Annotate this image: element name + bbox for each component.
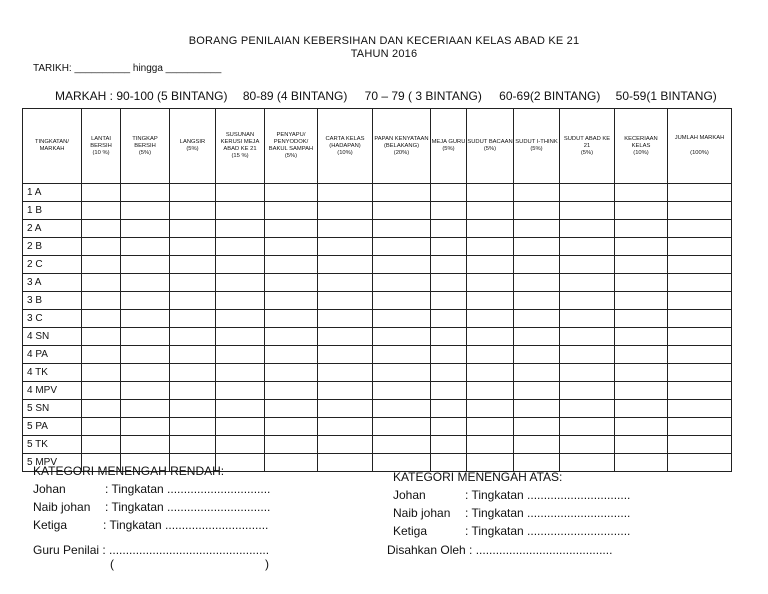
score-cell[interactable]: [265, 310, 318, 328]
score-cell[interactable]: [170, 328, 216, 346]
class-label: 5 SN: [23, 400, 82, 418]
column-header: [514, 109, 560, 184]
score-cell[interactable]: [373, 418, 431, 436]
score-cell[interactable]: [615, 238, 668, 256]
rating-scale: [55, 89, 717, 103]
table-row: [23, 382, 732, 400]
category-lower-heading: KATEGORI MENENGAH RENDAH:: [33, 464, 225, 478]
score-cell[interactable]: [431, 382, 467, 400]
score-cell[interactable]: [82, 274, 121, 292]
score-cell[interactable]: [615, 436, 668, 454]
score-cell[interactable]: [170, 256, 216, 274]
score-cell[interactable]: [216, 310, 265, 328]
score-cell[interactable]: [560, 328, 615, 346]
class-label: 2 B: [23, 238, 82, 256]
score-cell[interactable]: [615, 328, 668, 346]
score-cell[interactable]: [216, 418, 265, 436]
score-cell[interactable]: [170, 418, 216, 436]
score-cell[interactable]: [431, 238, 467, 256]
column-header-label: JUMLAH MARKAH: [674, 135, 725, 141]
score-cell[interactable]: [121, 238, 170, 256]
score-cell[interactable]: [668, 292, 732, 310]
score-cell[interactable]: [318, 328, 373, 346]
column-header: [615, 109, 668, 184]
score-cell[interactable]: [373, 346, 431, 364]
score-cell[interactable]: [467, 202, 514, 220]
score-cell[interactable]: [668, 184, 732, 202]
score-cell[interactable]: [318, 454, 373, 472]
score-cell[interactable]: [265, 184, 318, 202]
form-year: TAHUN 2016: [350, 48, 418, 60]
score-cell[interactable]: [431, 310, 467, 328]
column-header-label: KECERIAAN KELAS: [624, 135, 658, 149]
score-cell[interactable]: [514, 346, 560, 364]
score-cell[interactable]: [170, 184, 216, 202]
class-label: 3 A: [23, 274, 82, 292]
score-cell[interactable]: [668, 400, 732, 418]
score-cell[interactable]: [514, 274, 560, 292]
score-cell[interactable]: [514, 328, 560, 346]
class-label: 1 A: [23, 184, 82, 202]
score-cell[interactable]: [121, 220, 170, 238]
score-cell[interactable]: [615, 364, 668, 382]
score-cell[interactable]: [82, 328, 121, 346]
score-cell[interactable]: [431, 346, 467, 364]
score-cell[interactable]: [170, 274, 216, 292]
column-header-weight: (5%): [442, 146, 455, 152]
score-cell[interactable]: [560, 238, 615, 256]
column-header: [431, 109, 467, 184]
score-cell[interactable]: [121, 292, 170, 310]
score-cell[interactable]: [318, 400, 373, 418]
category-upper-heading: KATEGORI MENENGAH ATAS:: [393, 470, 563, 484]
score-cell[interactable]: [467, 418, 514, 436]
score-cell[interactable]: [216, 202, 265, 220]
score-cell[interactable]: [82, 238, 121, 256]
class-label: 4 SN: [23, 328, 82, 346]
score-cell[interactable]: [318, 220, 373, 238]
table-row: [23, 220, 732, 238]
column-header: [170, 109, 216, 184]
column-header-label: SUDUT I-THINK: [515, 139, 558, 145]
column-header-label: SUDUT ABAD KE 21: [563, 135, 611, 149]
score-cell[interactable]: [170, 292, 216, 310]
score-cell[interactable]: [615, 382, 668, 400]
score-cell[interactable]: [216, 220, 265, 238]
column-header-weight: (5%): [138, 149, 152, 156]
score-cell[interactable]: [121, 310, 170, 328]
score-cell[interactable]: [467, 382, 514, 400]
column-header-weight: (10 %): [92, 149, 110, 156]
score-cell[interactable]: [82, 292, 121, 310]
column-header-weight: (10%): [633, 149, 649, 156]
score-cell[interactable]: [373, 184, 431, 202]
score-cell[interactable]: [514, 202, 560, 220]
class-label: 5 TK: [23, 436, 82, 454]
score-cell[interactable]: [467, 436, 514, 454]
score-cell[interactable]: [170, 238, 216, 256]
score-cell[interactable]: [216, 328, 265, 346]
column-header-label: SUDUT BACAAN: [467, 139, 513, 145]
score-cell[interactable]: [318, 256, 373, 274]
table-row: [23, 436, 732, 454]
score-cell[interactable]: [560, 274, 615, 292]
score-cell[interactable]: [514, 382, 560, 400]
score-cell[interactable]: [265, 364, 318, 382]
upper-second-place: Naib johan : Tingkatan ...............................: [393, 506, 631, 520]
score-cell[interactable]: [514, 256, 560, 274]
score-cell[interactable]: [121, 274, 170, 292]
form-title: BORANG PENILAIAN KEBERSIHAN DAN KECERIAAN KELAS ABAD KE 21: [188, 35, 580, 47]
score-cell[interactable]: [170, 382, 216, 400]
score-cell[interactable]: [514, 310, 560, 328]
score-cell[interactable]: [318, 238, 373, 256]
score-cell[interactable]: [560, 310, 615, 328]
score-cell[interactable]: [82, 382, 121, 400]
score-cell[interactable]: [170, 364, 216, 382]
upper-first-place: Johan : Tingkatan ...............................: [393, 488, 631, 502]
score-cell[interactable]: [265, 292, 318, 310]
score-cell[interactable]: [615, 256, 668, 274]
score-cell[interactable]: [514, 364, 560, 382]
score-cell[interactable]: [431, 220, 467, 238]
score-cell[interactable]: [216, 400, 265, 418]
class-label: 2 C: [23, 256, 82, 274]
lower-second-place: Naib johan : Tingkatan ...............................: [33, 500, 271, 514]
rating-3-star: 70 – 79 ( 3 BINTANG): [364, 89, 482, 103]
table-row: [23, 292, 732, 310]
score-cell[interactable]: [170, 310, 216, 328]
score-cell[interactable]: [318, 184, 373, 202]
score-cell[interactable]: [615, 202, 668, 220]
score-cell[interactable]: [431, 328, 467, 346]
column-header: [668, 109, 732, 184]
score-cell[interactable]: [82, 436, 121, 454]
score-cell[interactable]: [514, 184, 560, 202]
column-header-label: LANTAI BERSIH: [90, 135, 112, 149]
score-cell[interactable]: [467, 346, 514, 364]
score-cell[interactable]: [431, 436, 467, 454]
score-cell[interactable]: [467, 310, 514, 328]
score-cell[interactable]: [265, 274, 318, 292]
score-cell[interactable]: [668, 436, 732, 454]
table-row: [23, 238, 732, 256]
approval-signature: Disahkan Oleh : .........................................: [387, 543, 613, 557]
column-header: [265, 109, 318, 184]
table-row: [23, 274, 732, 292]
column-header-label: LANGSIR: [179, 139, 206, 145]
score-cell[interactable]: [373, 292, 431, 310]
lower-first-place: Johan : Tingkatan ...............................: [33, 482, 271, 496]
score-cell[interactable]: [82, 256, 121, 274]
class-label: 2 A: [23, 220, 82, 238]
score-cell[interactable]: [467, 256, 514, 274]
score-cell[interactable]: [431, 418, 467, 436]
score-cell[interactable]: [121, 418, 170, 436]
score-cell[interactable]: [560, 364, 615, 382]
score-cell[interactable]: [318, 202, 373, 220]
score-cell[interactable]: [265, 220, 318, 238]
class-label: 4 MPV: [23, 382, 82, 400]
column-header: [216, 109, 265, 184]
column-header-weight: (20%): [393, 149, 410, 156]
score-cell[interactable]: [615, 346, 668, 364]
score-cell[interactable]: [82, 310, 121, 328]
score-cell[interactable]: [467, 220, 514, 238]
score-cell[interactable]: [514, 238, 560, 256]
score-cell[interactable]: [82, 202, 121, 220]
score-cell[interactable]: [216, 436, 265, 454]
score-cell[interactable]: [318, 310, 373, 328]
score-cell[interactable]: [373, 436, 431, 454]
score-cell[interactable]: [82, 220, 121, 238]
column-header-weight: (5%): [580, 149, 594, 156]
score-cell[interactable]: [668, 382, 732, 400]
score-cell[interactable]: [668, 238, 732, 256]
table-row: [23, 328, 732, 346]
score-cell[interactable]: [615, 292, 668, 310]
score-cell[interactable]: [265, 328, 318, 346]
assessor-signature: Guru Penilai : ................................................: [33, 543, 270, 557]
score-cell[interactable]: [615, 400, 668, 418]
column-header-weight: (5%): [284, 153, 298, 159]
class-label: 3 C: [23, 310, 82, 328]
score-cell[interactable]: [467, 328, 514, 346]
score-cell[interactable]: [615, 274, 668, 292]
score-cell[interactable]: [467, 238, 514, 256]
score-cell[interactable]: [668, 274, 732, 292]
score-cell[interactable]: [514, 418, 560, 436]
score-cell[interactable]: [467, 292, 514, 310]
score-cell[interactable]: [431, 202, 467, 220]
score-cell[interactable]: [560, 400, 615, 418]
score-cell[interactable]: [615, 310, 668, 328]
class-label: 4 PA: [23, 346, 82, 364]
column-header-weight: (5%): [483, 146, 497, 152]
assessor-paren-close: ): [265, 557, 269, 571]
score-cell[interactable]: [514, 292, 560, 310]
table-row: [23, 202, 732, 220]
class-label: 5 MPV: [23, 454, 82, 472]
score-cell[interactable]: [216, 238, 265, 256]
score-cell[interactable]: [373, 202, 431, 220]
column-header: [560, 109, 615, 184]
column-header: [121, 109, 170, 184]
score-cell[interactable]: [216, 382, 265, 400]
column-header-label: PENYAPU/ PENYODOK/ BAKUL SAMPAH: [268, 132, 314, 152]
score-cell[interactable]: [216, 292, 265, 310]
score-cell[interactable]: [373, 400, 431, 418]
score-cell[interactable]: [82, 418, 121, 436]
score-cell[interactable]: [668, 202, 732, 220]
column-header-weight: (5%): [186, 146, 199, 152]
score-cell[interactable]: [265, 382, 318, 400]
score-cell[interactable]: [668, 346, 732, 364]
table-row: [23, 418, 732, 436]
score-cell[interactable]: [615, 418, 668, 436]
score-cell[interactable]: [373, 364, 431, 382]
score-cell[interactable]: [668, 364, 732, 382]
score-cell[interactable]: [82, 400, 121, 418]
score-cell[interactable]: [216, 256, 265, 274]
upper-third-place: Ketiga : Tingkatan ...............................: [393, 524, 631, 538]
assessor-paren-open: (: [110, 557, 114, 571]
score-cell[interactable]: [467, 400, 514, 418]
score-cell[interactable]: [170, 436, 216, 454]
score-cell[interactable]: [431, 274, 467, 292]
score-cell[interactable]: [514, 436, 560, 454]
table-row: [23, 400, 732, 418]
score-cell[interactable]: [265, 400, 318, 418]
score-cell[interactable]: [170, 202, 216, 220]
class-label: 3 B: [23, 292, 82, 310]
score-cell[interactable]: [318, 436, 373, 454]
score-cell[interactable]: [560, 346, 615, 364]
column-header: [467, 109, 514, 184]
score-cell[interactable]: [318, 274, 373, 292]
score-cell[interactable]: [373, 382, 431, 400]
score-cell[interactable]: [121, 202, 170, 220]
score-cell[interactable]: [431, 364, 467, 382]
class-label: 5 PA: [23, 418, 82, 436]
class-label: 1 B: [23, 202, 82, 220]
column-header: [23, 109, 82, 184]
score-cell[interactable]: [668, 220, 732, 238]
column-header-label: TINGKAP BERSIH: [132, 135, 158, 149]
score-cell[interactable]: [121, 328, 170, 346]
score-cell[interactable]: [265, 454, 318, 472]
column-header: [318, 109, 373, 184]
score-cell[interactable]: [431, 400, 467, 418]
score-cell[interactable]: [431, 184, 467, 202]
score-cell[interactable]: [121, 400, 170, 418]
score-cell[interactable]: [514, 220, 560, 238]
score-cell[interactable]: [560, 202, 615, 220]
column-header: [373, 109, 431, 184]
score-cell[interactable]: [82, 364, 121, 382]
score-cell[interactable]: [560, 292, 615, 310]
score-cell[interactable]: [216, 346, 265, 364]
rating-4-star: 80-89 (4 BINTANG): [242, 89, 348, 103]
score-cell[interactable]: [668, 418, 732, 436]
table-row: [23, 364, 732, 382]
score-cell[interactable]: [560, 256, 615, 274]
score-cell[interactable]: [82, 346, 121, 364]
score-cell[interactable]: [668, 328, 732, 346]
column-header-label: CARTA KELAS (HADAPAN): [325, 135, 365, 149]
score-cell[interactable]: [265, 418, 318, 436]
score-cell[interactable]: [514, 400, 560, 418]
score-cell[interactable]: [668, 256, 732, 274]
rating-2-star: 60-69(2 BINTANG): [499, 89, 601, 103]
column-header-weight: (100%): [690, 150, 709, 156]
column-header-weight: (5%): [530, 146, 543, 152]
category-upper: [393, 468, 630, 540]
column-header-weight: (10%): [337, 149, 353, 156]
score-cell[interactable]: [121, 184, 170, 202]
score-cell[interactable]: [121, 364, 170, 382]
score-cell[interactable]: [373, 256, 431, 274]
score-cell[interactable]: [318, 364, 373, 382]
score-cell[interactable]: [170, 346, 216, 364]
score-cell[interactable]: [668, 310, 732, 328]
score-cell[interactable]: [121, 436, 170, 454]
column-header: [82, 109, 121, 184]
score-cell[interactable]: [467, 364, 514, 382]
column-header-weight: (15 %): [231, 153, 249, 159]
table-row: [23, 184, 732, 202]
score-cell[interactable]: [560, 220, 615, 238]
score-cell[interactable]: [121, 346, 170, 364]
table-body: [23, 184, 732, 472]
score-cell[interactable]: [265, 436, 318, 454]
score-cell[interactable]: [560, 418, 615, 436]
score-cell[interactable]: [318, 346, 373, 364]
score-cell[interactable]: [373, 274, 431, 292]
score-cell[interactable]: [560, 436, 615, 454]
assessment-table: [22, 108, 732, 472]
score-cell[interactable]: [265, 238, 318, 256]
lower-third-place: Ketiga : Tingkatan ...............................: [33, 518, 269, 532]
score-cell[interactable]: [560, 382, 615, 400]
score-cell[interactable]: [668, 454, 732, 472]
column-header-label: SUSUNAN KERUSI MEJA ABAD KE 21: [220, 132, 260, 152]
score-cell[interactable]: [615, 220, 668, 238]
score-cell[interactable]: [265, 346, 318, 364]
column-header-label: PAPAN KENYATAAN (BELAKANG): [374, 135, 429, 149]
table-row: [23, 310, 732, 328]
score-cell[interactable]: [216, 274, 265, 292]
score-cell[interactable]: [373, 310, 431, 328]
score-cell[interactable]: [467, 184, 514, 202]
table-row: [23, 256, 732, 274]
table-row: [23, 346, 732, 364]
score-cell[interactable]: [216, 364, 265, 382]
score-cell[interactable]: [318, 418, 373, 436]
table-header-row: [23, 109, 732, 184]
score-cell[interactable]: [82, 184, 121, 202]
score-cell[interactable]: [373, 328, 431, 346]
score-cell[interactable]: [467, 274, 514, 292]
score-cell[interactable]: [170, 400, 216, 418]
score-cell[interactable]: [431, 256, 467, 274]
score-cell[interactable]: [373, 220, 431, 238]
column-header-label: TINGKATAN/ MARKAH: [35, 139, 69, 152]
score-cell[interactable]: [318, 382, 373, 400]
score-cell[interactable]: [373, 238, 431, 256]
score-cell[interactable]: [265, 256, 318, 274]
score-cell[interactable]: [615, 184, 668, 202]
score-cell[interactable]: [121, 382, 170, 400]
score-cell[interactable]: [265, 202, 318, 220]
category-lower: [33, 462, 270, 534]
score-cell[interactable]: [560, 184, 615, 202]
class-label: 4 TK: [23, 364, 82, 382]
rating-1-star: 50-59(1 BINTANG): [615, 89, 717, 103]
score-cell[interactable]: [121, 256, 170, 274]
score-cell[interactable]: [318, 292, 373, 310]
score-cell[interactable]: [216, 184, 265, 202]
column-header-label: MEJA GURU: [431, 139, 466, 145]
date-field: TARIKH: __________ hingga __________: [33, 63, 222, 74]
score-cell[interactable]: [431, 292, 467, 310]
rating-5-star: MARKAH : 90-100 (5 BINTANG): [55, 89, 228, 103]
score-cell[interactable]: [170, 220, 216, 238]
